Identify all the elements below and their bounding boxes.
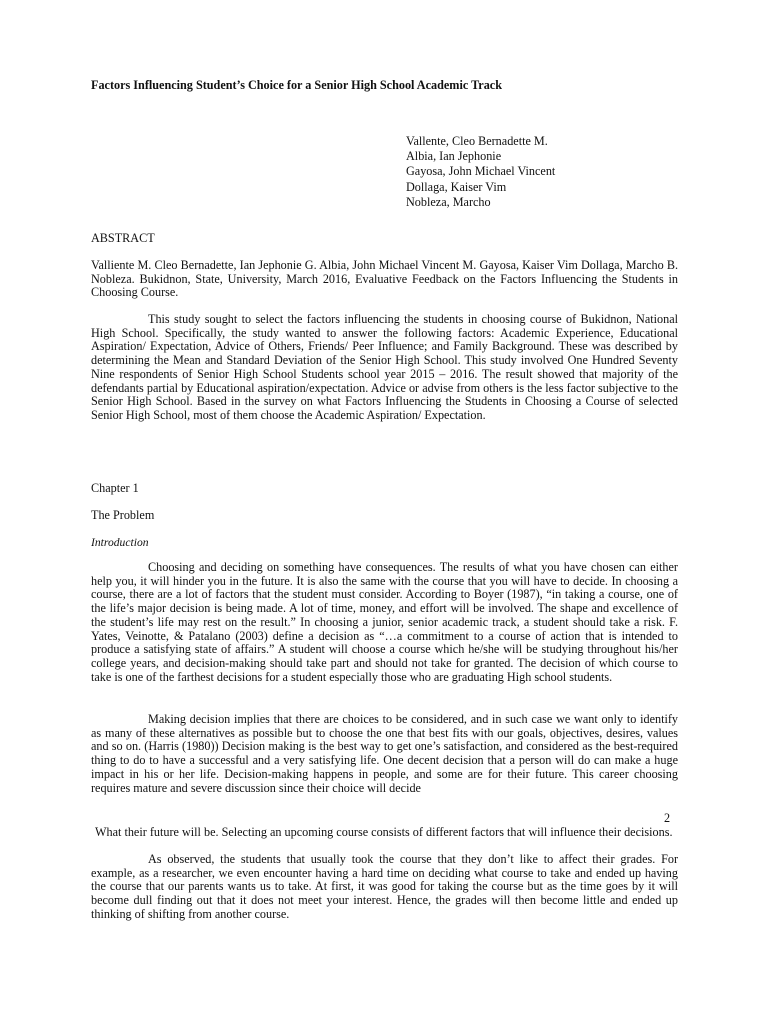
paper-title: Factors Influencing Student’s Choice for a Senior High School Academic Track [91, 78, 502, 92]
author-name: Vallente, Cleo Bernadette M. [406, 134, 548, 148]
abstract-body: This study sought to select the factors influencing the students in choosing course of Bukidnon, National High School. Specifically, the study wanted to answer the following factors: Academic Experience, Educational Aspiration/ Expectation, Advice of Others, Friends/ Peer Influence; and Family Background. These was described by determining the Mean and Standard Deviation of the Senior High School. This study involved One Hundred Seventy Nine respondents of Senior High School Students school year 2015 – 2016. The result showed that majority of the defendants partial by Educational aspiration/expectation. Advice or advise from others is the less factor subjective to the Senior High School. Based in the survey on what Factors Influencing the Students in Choosing a Course of selected Senior High School, most of them choose the Academic Aspiration/ Expectation. [91, 312, 678, 422]
page-number: 2 [664, 811, 671, 825]
chapter-number: Chapter 1 [91, 481, 139, 495]
author-name: Dollaga, Kaiser Vim [406, 179, 507, 194]
author-name: Nobleza, Marcho [406, 194, 491, 209]
continuation-paragraph-1: What their future will be. Selecting an upcoming course consists of different factors that will influence their decisions. [95, 825, 673, 839]
intro-paragraph-1: Choosing and deciding on something have consequences. The results of what you have chosen can either help you, it will hinder you in the future. It is also the same with the course that you will have to decide. In choosing a course, there are a lot of factors that the student must consider. According to Boyer (1987), “in taking a course, one of the life’s major decision is being made. A lot of time, money, and effort will be involved. The shape and excellence of the student’s life may rest on the result.” In choosing a junior, senior academic track, a student should take a risk. F. Yates, Veinotte, & Patalano (2003) define a decision as “…a commitment to a course of action that is intended to produce a satisfying state of affairs.” A student will choose a course which he/she will be studying throughout his/her college years, and decision-making should take part and should not take for granted. The decision of which course to take is one of the farthest decisions for a student especially those who are graduating High school students. [91, 560, 678, 684]
continuation-paragraph-2: As observed, the students that usually took the course that they don’t like to affect their grades. For example, as a researcher, we even encounter having a hard time on deciding what course to take and ended up having the course that our parents wants us to take. At first, it was good for taking the course but as the time goes by it will become dull finding out that it does not meet your interest. Hence, the grades will then become little and ended up thinking of shifting from another course. [91, 852, 678, 921]
author-list [406, 134, 555, 210]
section-heading: Introduction [91, 536, 149, 549]
chapter-title: The Problem [91, 508, 155, 522]
author-name: Albia, Ian Jephonie [406, 149, 502, 164]
intro-paragraph-2: Making decision implies that there are choices to be considered, and in such case we want only to identify as many of these alternatives as possible but to choose the one that best fits with our goals, objectives, desires, values and so on. (Harris (1980)) Decision making is the best way to get one’s satisfaction, and considered as the best-required thing to do to have a successful and a very satisfying life. One decent decision that a person will do can make a huge impact in his or her life. Decision-making happens in people, and some are for their future. This career choosing requires mature and severe discussion since their choice will decide [91, 712, 678, 795]
author-name: Gayosa, John Michael Vincent [406, 164, 556, 179]
abstract-heading: ABSTRACT [91, 231, 155, 245]
abstract-citation: Valliente M. Cleo Bernadette, Ian Jephonie G. Albia, John Michael Vincent M. Gayosa, Kaiser Vim Dollaga, Marcho B. Nobleza. Bukidnon, State, University, March 2016, Evaluative Feedback on the Factors Influencing the Students in Choosing Course. [91, 258, 678, 300]
